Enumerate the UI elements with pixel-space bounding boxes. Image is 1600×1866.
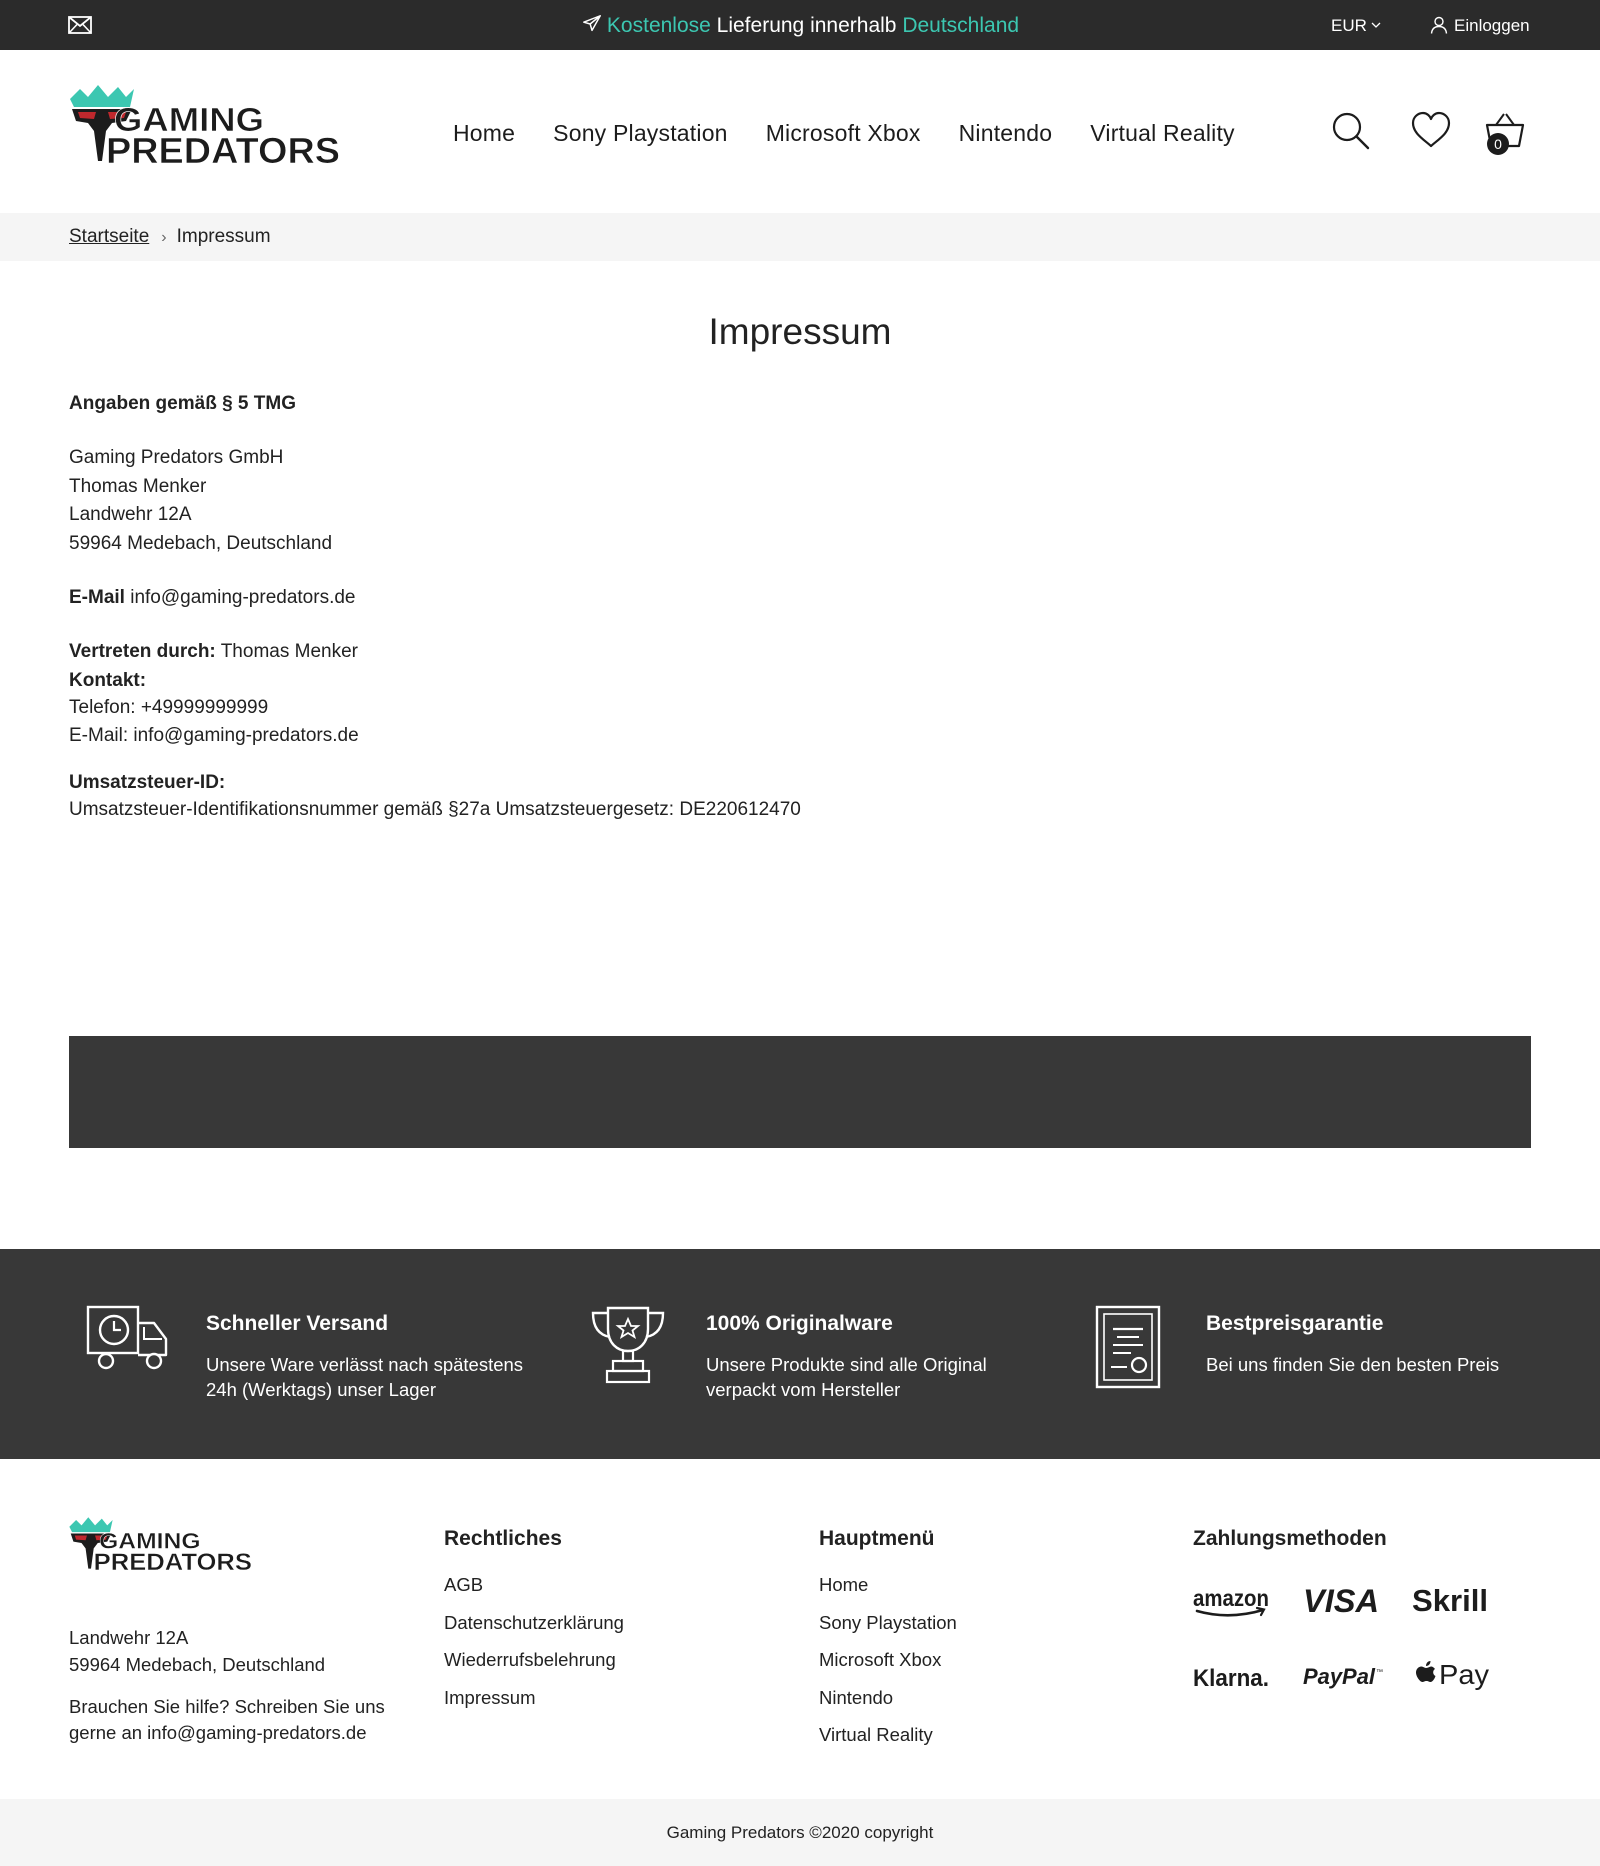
svg-text:amazon: amazon — [1193, 1586, 1269, 1611]
search-icon[interactable] — [1330, 110, 1372, 152]
breadcrumb-home-link[interactable]: Startseite — [69, 226, 150, 247]
nav-sony-playstation[interactable]: Sony Playstation — [553, 120, 728, 146]
user-icon — [1430, 16, 1448, 34]
email-label: E-Mail — [69, 587, 125, 609]
certificate-icon — [1095, 1305, 1161, 1389]
company-name: Gaming Predators GmbH — [69, 447, 284, 469]
chevron-right-icon: › — [161, 229, 167, 246]
breadcrumb-current: Impressum — [176, 226, 271, 247]
cart-count-badge: 0 — [1487, 133, 1509, 155]
svg-text:Klarna.: Klarna. — [1193, 1665, 1269, 1692]
apple-pay-logo — [1412, 1658, 1492, 1694]
footer-link-vr[interactable]: Virtual Reality — [819, 1724, 933, 1745]
footer-address-city: 59964 Medebach, Deutschland — [69, 1654, 326, 1675]
footer-mainmenu-heading: Hauptmenü — [819, 1527, 935, 1550]
footer-link-sony[interactable]: Sony Playstation — [819, 1611, 957, 1633]
nav-nintendo[interactable]: Nintendo — [958, 120, 1053, 146]
promo-country: Deutschland — [902, 14, 1020, 37]
delivery-truck-icon — [86, 1305, 170, 1371]
represented-line — [69, 638, 1069, 666]
main-nav — [453, 119, 1235, 147]
currency-selector[interactable] — [1331, 16, 1381, 36]
footer-mainmenu-column — [819, 1526, 957, 1754]
login-link[interactable] — [1430, 15, 1530, 37]
site-footer — [0, 1459, 1600, 1799]
city-address: 59964 Medebach, Deutschland — [69, 532, 333, 554]
feature-bestprice-title: Bestpreisgarantie — [1206, 1312, 1384, 1335]
breadcrumb — [0, 213, 1600, 261]
phone-line: Telefon: +49999999999 — [69, 697, 269, 719]
logo-text-predators: PREDATORS — [106, 130, 340, 167]
footer-payment-column — [1193, 1526, 1387, 1566]
email-line — [69, 584, 1069, 612]
vat-label: Umsatzsteuer-ID: — [69, 772, 226, 794]
site-logo[interactable] — [68, 85, 343, 167]
chevron-down-icon — [1371, 20, 1381, 30]
heart-icon[interactable] — [1410, 110, 1452, 152]
feature-shipping-title: Schneller Versand — [206, 1312, 389, 1335]
footer-legal-heading: Rechtliches — [444, 1527, 562, 1550]
footer-payment-heading: Zahlungsmethoden — [1193, 1527, 1387, 1550]
feature-original-title: 100% Originalware — [706, 1312, 893, 1335]
represented-value: Thomas Menker — [215, 641, 358, 663]
street-address: Landwehr 12A — [69, 504, 192, 526]
klarna-logo — [1193, 1664, 1273, 1694]
footer-link-impressum[interactable]: Impressum — [444, 1686, 536, 1708]
svg-text:Skrill: Skrill — [1412, 1583, 1488, 1617]
visa-logo — [1303, 1583, 1381, 1617]
footer-legal-column — [444, 1526, 624, 1716]
vat-text: Umsatzsteuer-Identifikationsnummer gemäß §27a Umsatzsteuergesetz: DE220612470 — [69, 799, 801, 821]
footer-link-xbox[interactable]: Microsoft Xbox — [819, 1649, 942, 1670]
logo-text-gaming: GAMING — [114, 101, 264, 138]
svg-text:PayPal: PayPal — [1303, 1664, 1376, 1689]
contact-label: Kontakt: — [69, 669, 147, 691]
footer-link-datenschutz[interactable]: Datenschutzerklärung — [444, 1611, 624, 1633]
page-title: Impressum — [708, 311, 892, 352]
copyright-bar: Gaming Predators ©2020 copyright — [0, 1799, 1600, 1866]
features-section — [0, 1249, 1600, 1459]
feature-shipping-text: Unsere Ware verlässt nach spätestens 24h (Werktags) unser Lager — [206, 1354, 524, 1400]
amazon-pay-logo — [1193, 1586, 1273, 1620]
footer-link-nintendo[interactable]: Nintendo — [819, 1686, 894, 1708]
skrill-logo — [1412, 1581, 1490, 1617]
promo-text: Lieferung innerhalb — [710, 14, 903, 37]
represented-label: Vertreten durch: — [69, 641, 216, 663]
feature-bestprice-text: Bei uns finden Sie den besten Preis — [1206, 1354, 1500, 1375]
login-label: Einloggen — [1454, 16, 1530, 35]
site-header — [0, 50, 1600, 213]
nav-home[interactable]: Home — [453, 120, 516, 146]
nav-virtual-reality[interactable]: Virtual Reality — [1090, 120, 1235, 146]
impressum-content — [69, 390, 1069, 825]
svg-text:VISA: VISA — [1303, 1583, 1379, 1617]
svg-text:Pay: Pay — [1439, 1659, 1489, 1690]
svg-text:™: ™ — [1376, 1669, 1383, 1676]
footer-help-text: Brauchen Sie hilfe? Schreiben Sie uns gerne an info@gaming-predators.de — [69, 1696, 385, 1743]
promo-free: Kostenlose — [606, 14, 711, 37]
footer-logo[interactable] — [68, 1517, 254, 1573]
nav-microsoft-xbox[interactable]: Microsoft Xbox — [765, 120, 921, 146]
footer-logo-gaming: GAMING — [99, 1528, 201, 1554]
paypal-logo — [1303, 1662, 1383, 1692]
footer-address-street: Landwehr 12A — [69, 1627, 189, 1648]
trophy-icon — [589, 1305, 667, 1385]
contact-email-line: E-Mail: info@gaming-predators.de — [69, 724, 359, 746]
footer-address — [69, 1624, 325, 1678]
footer-link-agb[interactable]: AGB — [444, 1574, 484, 1595]
airplane-icon — [581, 13, 603, 35]
email-value[interactable]: info@gaming-predators.de — [124, 587, 356, 609]
feature-original-text: Unsere Produkte sind alle Original verpackt vom Hersteller — [706, 1354, 987, 1400]
footer-link-home[interactable]: Home — [819, 1574, 869, 1595]
currency-value: EUR — [1331, 16, 1367, 35]
footer-logo-predators: PREDATORS — [93, 1549, 252, 1573]
footer-link-widerruf[interactable]: Wiederrufsbelehrung — [444, 1649, 616, 1670]
dark-banner — [69, 1036, 1531, 1148]
tmg-heading: Angaben gemäß § 5 TMG — [69, 393, 296, 414]
owner-name: Thomas Menker — [69, 475, 207, 497]
top-bar — [0, 0, 1600, 50]
